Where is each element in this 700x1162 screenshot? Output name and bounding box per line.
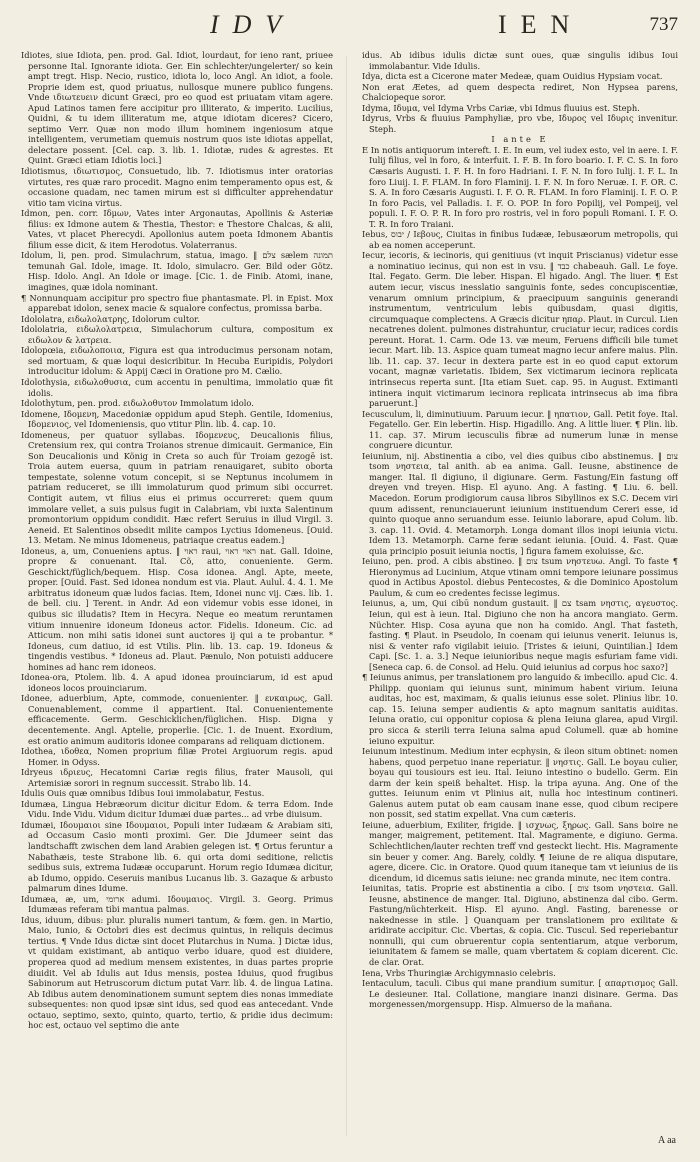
running-header [20,10,686,46]
entry: Idomeneus, per quatuor syllabas. Ιδομενευς, Deucalionis filius, Cretensium rex, qui contra Troianos strenue dimicauit. Germanice, Ein Son Deucalionis und König in Creta so auch für Troiam gezogē ist. Troia autem euersa, quum in patriam renauigaret, subito oborta tempestate, solenne votum concepit, si se Neptunus incolumem in patriam reduceret, se illi immolaturum quod primum sibi occurret. Contigit autem, vt filius eius ei primus occurreret: quem quum immolare vellet, a suis pulsus fugit in Calabriam, vbi iuxta Salentinum promontorium oppidum condidit. Hæc refert Seruius in illud Virgil. 3. Aeneid. Et Salentinos obsedit milite campos Lyctius Idomeneus. [Ouid. 13. Metam. Ne minus Idomeneus, patriaque creatus eadem.] [21,429,333,546]
entry: Iena, Vrbs Thuringiæ Archigymnasio celebris. [362,967,556,978]
entry: Idumæi, Ιδουμαιοι sine Ιδουμαιοι, Populi inter Iudæam & Arabiam siti, ad Occasum Casio monti proximi. Ger. Die Jdumeer seint das landtschafft zwischen dem land Arabien gelegen ist. ¶ Ortus feruntur a Nabathæis, teste Strabone lib. 6. qui orta domi seditione, relictis sedibus suis, extrema Iudææ occuparunt. Horum regio Idumæa dicitur, ab Idumo, oppido. Ceseruis manibus Lucanus lib. 3. Gazaque & arbusto palmarum dines Idume. [21,819,333,894]
entry: Idololatria, ειδωλολατρεια, Simulachorum cultura, compositum ex ειδωλον & λατρεια. [21,324,333,345]
entry: Idulis Ouis quæ omnibus Idibus Ioui immolabatur, Festus. [21,788,265,799]
entry: Ientaculum, taculi. Cibus qui mane prandium sumitur. [ απαρτισμος Gall. Le desieuner. Ital. Collatione, mangiare inanzi disinare. Germa. Das morgenessen/morgensupp. Hisp. Almuerso de la mañana. [362,978,678,1010]
entry: Iebus, יבוס / Ιεβους, Ciuitas in finibus Iudææ, Iebusæorum metropolis, qui ab ea nomen acceperunt. [362,229,678,250]
entry: Idiotes, siue Idiota, pen. prod. Gal. Idiot, lourdaut, for ieno rant, priuee personne Ital. Ignorante idiota. Ger. Ein schlechter/ungelerter/ so kein ampt tregt. Hisp. Necio, rustico, idiota lo, loco Angl. An idiot, a foole. Proprie idem est, quod priuatus, nullosque munere publico fungens. Vnde ιδιωτευειν dicunt Græci, pro eo quod est priuatam vitam agere. Apud Latinos tamen fere accipitur pro illiterato, & imperito. Lucilius, Quidni, & tu idem illiteratum me, atque idiotam diceres? Cicero, septimo Verr. Quæ non modo illum hominem ingeniosum atque intelligentem, verumetiam quemuis nostrum quos iste idiotas appellat, delectare possent. [Cel. cap. 3. lib. 1. Idiotæ, rudes & agrestes. Et Quint. Græci etiam Idiotis loci.] [21,50,333,166]
entry: Idyrus, Vrbs & fluuius Pamphyliæ, pro vbe, Ιδυρος vel Ιδυρις invenitur. Steph. [362,113,678,134]
entry: ¶ Ieiunus animus, per translationem pro languido & imbecillo. apud Cic. 4. Philipp. quoniam qui ieiunus sunt, minimum habent virium. Ieiuna auditas, hoc est, maximam, & qualis ieiunus esse solet. Plinius libr. 10. cap. 15. Ieiuna semper audientis & apto magnum sanitatis auiditas. Ieiuna oratio, cui opponitur copiosa & plena Ieiuna glarea, apud Virgil. pro sicca & sterili terra Ieiuna salma apud Columell. quæ ab homine ieiuno expuitur. [362,672,678,746]
entry: Idonea-ora, Ptolem. lib. 4. A apud idonea prouinciarum, id est apud idoneos locos prouinciarum. [21,672,333,693]
entry: Iecur, iecoris, & iecinoris, qui genitiuus (vt inquit Priscianus) videtur esse a nominatiuo iecinus, qui non est in vsu. ‖ כבד chabeauh. Gall. Le foye. Ital. Fegato. Germ. Die leber. Hispan. El higado. Angl. The liuer. ¶ Est autem iecur, viscus inesslatio sanguinis fonte, sedes concupiscentiæ, venarum omnium principium, & praecipuum sanguinis generandi instrumentum, ventriculum lebis quibusdam, quasi digitis, circumquaque complectens. A Græcis dicitur ηπαρ. Plaut. in Curcul. Lien necatrenes dolent. pulmones distrahuntur, cruciatur iecur, radices cordis pereunt. Horat. 1. Carm. Ode 13. væ meum, Feruens difficili bile tumet iecur. Mart. lib. 13. Aspice quam tumeat magno iecur anfere maius. Plin. lib. 11. cap. 37. Iecur in dextera parte est in eo quod caput extorum vocant, magnæ varietatis. Ibidem, Sex victimarum iecinora replicata intrinsecus reperta sunt. [Ita etiam Suet. cap. 95. in August. Extimanti intinera inquit victimarum iecinora replicata intrinsecus ab ima fibra paruerunt.] [362,250,678,409]
entry: Idoneus, a, um, Conueniens aptus. ‖ ראוי raui, ראוי ראוי nat. Gall. Idoine, propre & conuenant. Ital. Cõ, atto, conueniente. Germ. Geschickt/füglich/bequem. Hisp. Cosa idonea. Angl. Apte, meete, proper. [Ouid. Fast. Sed idonea nondum est via. Plaut. Aulul. 4. 4. 1. Me arbitratus idoneum quæ ludos facias. Item, Idonei nunc vij. Cæs. lib. 1. de bell. ciu. ] Terent. in Andr. Ad eon videmur vobis esse idonei, in quibus sic illudatis? Item in Hecyra. Neque eo meatum reruntamen vitium innuenire idoneum Idoneus actor. Fidelis. Idoneum. Cic. ad Atticum. non mihi satis idonei sunt auctores ij qui a te probantur. * Idoneus, cum datiuo, id est Vtilis. Plin. lib. 13. cap. 19. Idoneus & tingendis vestibus. * Idoneus ad. Plaut. Pænulo, Non potuisti adducere homines ad hanc rem idoneos. [21,545,333,672]
entry: Idolothytum, pen. prod. ειδωλοθυτον Immolatum idolo. [21,398,254,409]
quoted-verse: Non erat Æetes, ad quem despecta rediret, Non Hypsea parens, Chalciopeque soror. [362,81,678,103]
entry: Idonee, aduerbium, Apte, commode, conuenienter. ‖ ενκαιρως, Gall. Conuenablement, comme il appartient. Ital. Conuenientemente efficacemente. Germ. Geschicklichen/füglichen. Hisp. Digna y decentemente. Angl. Aptelie, properlie. [Cic. 1. de Inuent. Exordium, est oratio animum auditoris idonee comparans ad reliquam dictionem. [21,693,333,746]
entry: Idyma, Ιδυμα, vel Idyma Vrbs Cariæ, vbi Idmus fluuius est. Steph. [362,102,640,113]
entry: Idmon, pen. corr. Ιδμων, Vates inter Argonautas, Apollinis & Asteriæ filius: ex Idmone autem & Thestia, Thestor: e Thestore Chalcas, & alii, Vates, vt placet Pherecydi. Apollonius autem poeta Idmonem Abantis filium esse dicit, & item Herodotus. Volaterranus. [21,208,333,250]
entry: E In notis antiquorum intereft. I. E. In eum, vel iudex esto, vel in aere. I. F. Iulij filius, vel in foro, & interfuit. I. F. B. In foro boario. I. F. C. S. In foro Cæsaris Augusti. I. F. H. In foro Hadriani. I. F. N. In foro Iulij. I. F. L. In foro Liuij. I. F. FLAM. In foro Flaminij. I. F. N. In foro Neruæ. I. F. OR. C. S. A. In foro Cæsaris Augusti. I. F. O. R. FLAM. In foro Flaminij. I. F. O. P. In foro Pacis, vel Palladis. I. F. O. POP. In foro Popilij, vel Pompeij, vel populi. I. F. O. P. R. In foro pro rostris, vel in foro populi Romani. I. F. O. T. R. In foro Traiani. [362,144,678,229]
entry: Idololatra, ειδωλολατρης, Idolorum cultor. [21,313,200,324]
right-column [362,50,678,1140]
entry: Ieiuno, pen. prod. A cibis abstineo. ‖ צום tsum νηστευω. Angl. To faste ¶ Hieronymus ad Lucinium, Atque vtinam omni tempore ieiunare possimus quod in Actibus Apostol. diebus Pentecostes, & die Dominico Apostolum Paulum, & cum eo credentes fecisse legimus. [362,556,678,598]
header-left-word: IDV [210,10,296,39]
section-heading: I ante E [491,134,549,145]
entry: Idothea, ιδοθεα, Nomen proprium filiæ Protei Argiuorum regis. apud Homer. in Odyss. [21,746,333,767]
header-right-word: IEN [498,10,584,39]
signature-mark: A aa [657,1135,676,1146]
entry: Iecusculum, li, diminutiuum. Paruum iecur. ‖ ηπατιον, Gall. Petit foye. Ital. Fegatello. Ger. Ein lebertin. Hisp. Higadillo. Ang. A little liuer. ¶ Plin. lib. 11. cap. 37. Mirum iecusculis fibræ ad numerum lunæ in mense congruere dicuntur. [362,408,678,451]
entry: Idus, iduum, dibus: plur. pluralis numeri tantum, & fœm. gen. in Martio, Maio, Iunio, & Octobri dies est decimus quintus, in reliquis decimus tertius. ¶ Vnde Idus dictæ sint docet Plutarchus in Numa. ] Dictæ idus, vt quidam existimant, ab antiquo verbo iduare, quod est diuidere, properea quod ad medium mensem existentes, in duas partes proprie diuidit. Vel ab Idulis aut Idus mensis, postea Iduius, quod frugibus Sabinorum aut Hetruscorum dictum putat Varr. lib. 4. de lingua Latina. Ab Idibus autem denominationem sumunt septem dies nonas immediate subsequentes: non quod ipsæ sint idus, sed quod eas antecedant. Vnde octauo, septimo, sexto, quinto, quarto, tertio, & pridie idus decimum: hoc est, octauo vel septimo die ante [21,914,333,1031]
entry: Idolothysia, ειδωλοθυσια, cum accentu in penultima, immolatio quæ fit idolis. [21,376,333,398]
entry: Ieiunium, nij. Abstinentia a cibo, vel dies quibus cibo abstinemus. ‖ צום tsom νηστεια, tal anith. ab ea anima. Gall. Ieusne, abstinence de manger. Ital. Il digiuno, il digiunare. Germ. Fastung/Ein fastung off dreyen vnd treyen. Hisp. El ayuno. Ang. A fasting. ¶ Liu. 6. bell. Macedon. Eorum prodigiorum causa libros Sibyllinos ex S.C. Decem viri quum adissent, renunciauerunt ieiunium instituendum Cereri esse, id quinto quoque anno seruandum esse. Ieiunio laborare, apud Colum. lib. 3. cap. 11. Ovid. 4. Metamorph. Longa domant illos inopi ieiunia victu. Idem 13. Metamorph. Carne feræ sedant ieiunia. [Ouid. 4. Fast. Quæ quia principio posuit ieiunia noctis, ] figura famem exoluisse, &c. [362,450,678,556]
page-number: 737 [649,14,678,35]
entry: Idomene, Ιδομενη, Macedoniæ oppidum apud Steph. Gentile, Idomenius, Ιδομενιος, vel Idomeniensis, quo vtitur Plin. lib. 4. cap. 10. [21,408,333,430]
entry: Idolopœia, ειδωλοποιια, Figura est qua introducimus personam notam, sed mortuam, & quæ loqui desicribitur. In Hecuba Euripidis, Polydori introducitur idolum: & Appij Cæci in Oratione pro M. Cælio. [21,345,333,377]
entry: Ieiunus, a, um, Qui cibū nondum gustauit. ‖ צם tsam νηστις, αγευστος. Ieiun, qui est à ieun. Ital. Digiuno che non ha ancora mangiato. Germ. Nüchter. Hisp. Cosa ayuna que non ha comido. Angl. That fasteth, fasting. ¶ Plaut. in Pseudolo, In coenam qui ieiunus venerit. Ieiunus is, nisi & venter rafo vigilabit ieiuio. [Tristes & ieiuni, Quintilian.] Idem Capi. [Sc. 1. a. 3.] Neque ieiunioribus neque magis esfuriam fame vidi. [Seneca cap. 6. de Consol. ad Helu. Quid ieiunius ad corpus hoc saxo?] [362,598,678,672]
entry: Ieiune, aduerbium, Exiliter, frigide. ‖ ισχνως, ξηρως. Gall. Sans boire ne manger, maigrement, petitement. Ital. Magramente, e digiuno. Germa. Schlechtlichen/lauter rechten treff vnd gesteckt liecht. His. Magramente sin beuer y comer. Ang. Barely, coldly. ¶ Ieiune de re aliqua disputare, agere, dicere. Cic. in Oratore. Quod quum itaneque tam vt ieiunius de iis dicendum, id dicemus satis ieiune: nec granda minute, nec item contra. [362,819,678,883]
left-column [21,50,333,1140]
entry: Ieiunitas, tatis. Proprie est abstinentia a cibo. [ צום tsom νηστεια. Gall. Ieusne, abstinence de manger. Ital. Digiuno, abstinenza dal cibo. Germ. Fastung/nüchterkeit. Hisp. El ayuno. Angl. Fasting, barenesse or nakednesse in stile. ] Quanquam per translationem pro exilitate & aridirate accipitur. Cic. Vbertas, & copia. Cic. Tuscul. Sed reperiebantur nonnulli, qui cum obruerentur copia sententiarum, atque verborum, ieiunitatem & famem se malle, quam vbertatem & copiam dicerent. Cic. de clar. Orat. [362,883,678,968]
entry: ¶ Nonnunquam accipitur pro spectro fiue phantasmate. Pl. in Epist. Mox apparebat idolon, senex macie & squalore confectus, promissa barba. [21,292,333,314]
entry: Ieiunum intestinum. Medium inter ecphysin, & ileon situm obtinet: nomen habens, quod perpetuo inane reperiatur. ‖ νηστις. Gall. Le boyau culier, boyau qui tousiours est ieu. Ital. Ieiuno intestino o budello. Germ. Ein darm der kein speiß behaltet. Hisp. la tripa ayuna. Ang. One of the guttes. Ieiunum enim vt Plinius ait, nulla hoc intestinum contineri. Galenus autem putat ob eam causam inane esse, quod cibum recipere non possit, sed statim expellat. Vna cum cæteris. [362,746,678,820]
entry: Idumæa, æ, um, ארומי adumi. Ιδουμαιος. Virgil. 3. Georg. Primus Idumæas referam tibi mantua palmas. [21,893,333,915]
entry: idus. Ab idibus idulis dictæ sunt oues, quæ singulis idibus Ioui immolabantur. Vide Idulis. [362,50,678,71]
entry: Idryeus ιδριευς, Hecatomni Cariæ regis filius, frater Mausoli, qui Artemisiæ sorori in regnum successit. Strabo lib. 14. [21,767,333,788]
column-gutter [346,56,347,1136]
entry: Idya, dicta est a Cicerone mater Medeæ, quam Ouidius Hypsiam vocat. [362,71,663,82]
entry: Idiotismus, ιδιωτισμος, Consuetudo, lib. 7. Idiotismus inter oratorias virtutes, res quæ raro procedit. Magno enim temperamento opus est, & occasione quadam, nec tamen mirum est si difficulter apprehendatur vitio tam vicina virtus. [21,166,333,208]
entry: Idumæa, Lingua Hebræorum dicitur dicitur Edom. & terra Edom. Inde Vidu. Inde Vidu. Vidum dicitur Idumæi duæ partes... ad vrbe diuisum. [21,798,333,820]
entry: Idolum, li, pen. prod. Simulachrum, statua, imago. ‖ צלם sælem תמונה temunah Gal. Idole, image. It. Idolo, simulacro. Ger. Bild oder Götz. Hisp. Idolo. Angl. An Idole or image. [Cic. 1. de Finib. Atomi, inane, imagines, quæ idola nominant. [21,250,333,293]
